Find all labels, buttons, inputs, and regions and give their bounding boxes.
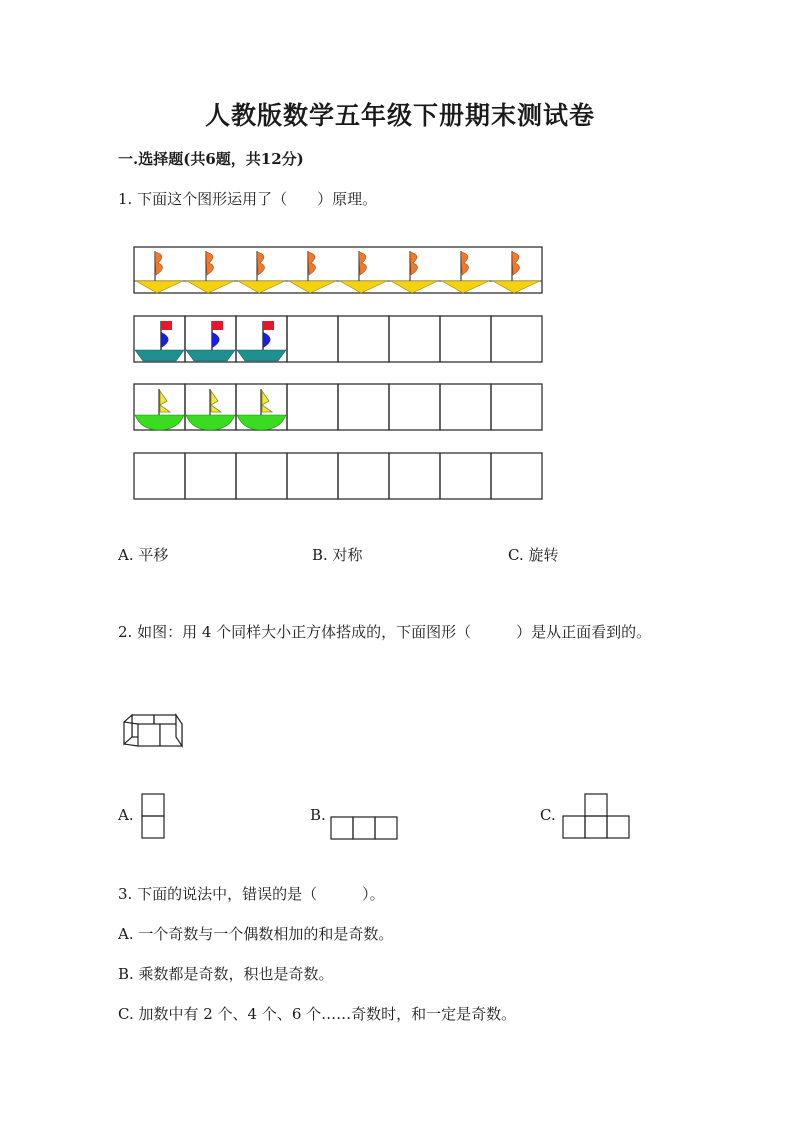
q3-option-c[interactable]: C. 加数中有 2 个、4 个、6 个……奇数时，和一定是奇数。 [118, 1005, 517, 1023]
blue-sail [263, 332, 271, 348]
red-flag [161, 321, 172, 330]
yellow-hull [136, 281, 183, 293]
grid-cell [338, 453, 389, 499]
row-blue-boats [134, 316, 542, 362]
orange-flag [410, 252, 418, 275]
grid-cell [134, 453, 185, 499]
grid-cell [491, 453, 542, 499]
q2-option-a-view[interactable] [141, 793, 165, 841]
q2-option-c-view[interactable] [562, 793, 630, 841]
q2-option-a-label[interactable]: A. [118, 806, 134, 824]
yellow-hull [187, 281, 234, 293]
q1-option-b[interactable]: B. 对称 [312, 546, 363, 564]
q2-option-b-view[interactable] [330, 816, 398, 840]
orange-flag [461, 252, 469, 275]
q2-option-c-label[interactable]: C. [540, 806, 556, 824]
green-hull [135, 415, 184, 430]
orange-flag [512, 252, 520, 275]
q1-pattern-figure [130, 243, 550, 513]
grid-cell [287, 453, 338, 499]
grid-cell [287, 316, 338, 362]
teal-hull [135, 350, 184, 361]
yellow-hull [493, 281, 540, 293]
section-heading: 一.选择题(共6题，共12分) [118, 150, 304, 168]
q2-option-b-label[interactable]: B. [310, 806, 326, 824]
orange-flag [155, 252, 163, 275]
cube-stack-figure [122, 714, 192, 754]
page-title: 人教版数学五年级下册期末测试卷 [204, 101, 595, 130]
teal-hull [237, 350, 286, 361]
grid-cell [491, 316, 542, 362]
grid-cell [287, 384, 338, 430]
blue-sail [212, 332, 220, 348]
grid-cell [440, 453, 491, 499]
yellow-hull [238, 281, 285, 293]
yellow-hull [289, 281, 336, 293]
q3-option-b[interactable]: B. 乘数都是奇数，积也是奇数。 [118, 965, 334, 983]
blue-sail [161, 332, 169, 348]
grid-cell [440, 316, 491, 362]
grid-cell [338, 316, 389, 362]
orange-flag [257, 252, 265, 275]
q1-option-a[interactable]: A. 平移 [118, 546, 169, 564]
yellow-hull [340, 281, 387, 293]
yellow-sail [160, 391, 170, 412]
question-3-text: 3. 下面的说法中，错误的是（ ）。 [118, 885, 385, 903]
yellow-hull [442, 281, 489, 293]
row-green-boats [134, 384, 542, 430]
teal-hull [186, 350, 235, 361]
grid-cell [236, 453, 287, 499]
yellow-hull [391, 281, 438, 293]
yellow-sail [262, 391, 272, 412]
grid-cell [491, 384, 542, 430]
orange-flag [206, 252, 214, 275]
row-empty-grid [134, 453, 542, 499]
grid-cell [389, 384, 440, 430]
red-flag [263, 321, 274, 330]
grid-cell [389, 316, 440, 362]
orange-flag [308, 252, 316, 275]
green-hull [186, 415, 235, 430]
question-1-text: 1. 下面这个图形运用了（ ）原理。 [118, 190, 378, 208]
row1-frame [134, 247, 542, 293]
row-orange-flags [134, 247, 542, 293]
question-2-text: 2. 如图：用 4 个同样大小正方体搭成的，下面图形（ ）是从正面看到的。 [118, 623, 652, 641]
grid-cell [389, 453, 440, 499]
orange-flag [359, 252, 367, 275]
green-hull [237, 415, 286, 430]
q3-option-a[interactable]: A. 一个奇数与一个偶数相加的和是奇数。 [118, 925, 394, 943]
grid-cell [440, 384, 491, 430]
yellow-sail [211, 391, 221, 412]
red-flag [212, 321, 223, 330]
grid-cell [185, 453, 236, 499]
grid-cell [338, 384, 389, 430]
q1-option-c[interactable]: C. 旋转 [508, 546, 559, 564]
